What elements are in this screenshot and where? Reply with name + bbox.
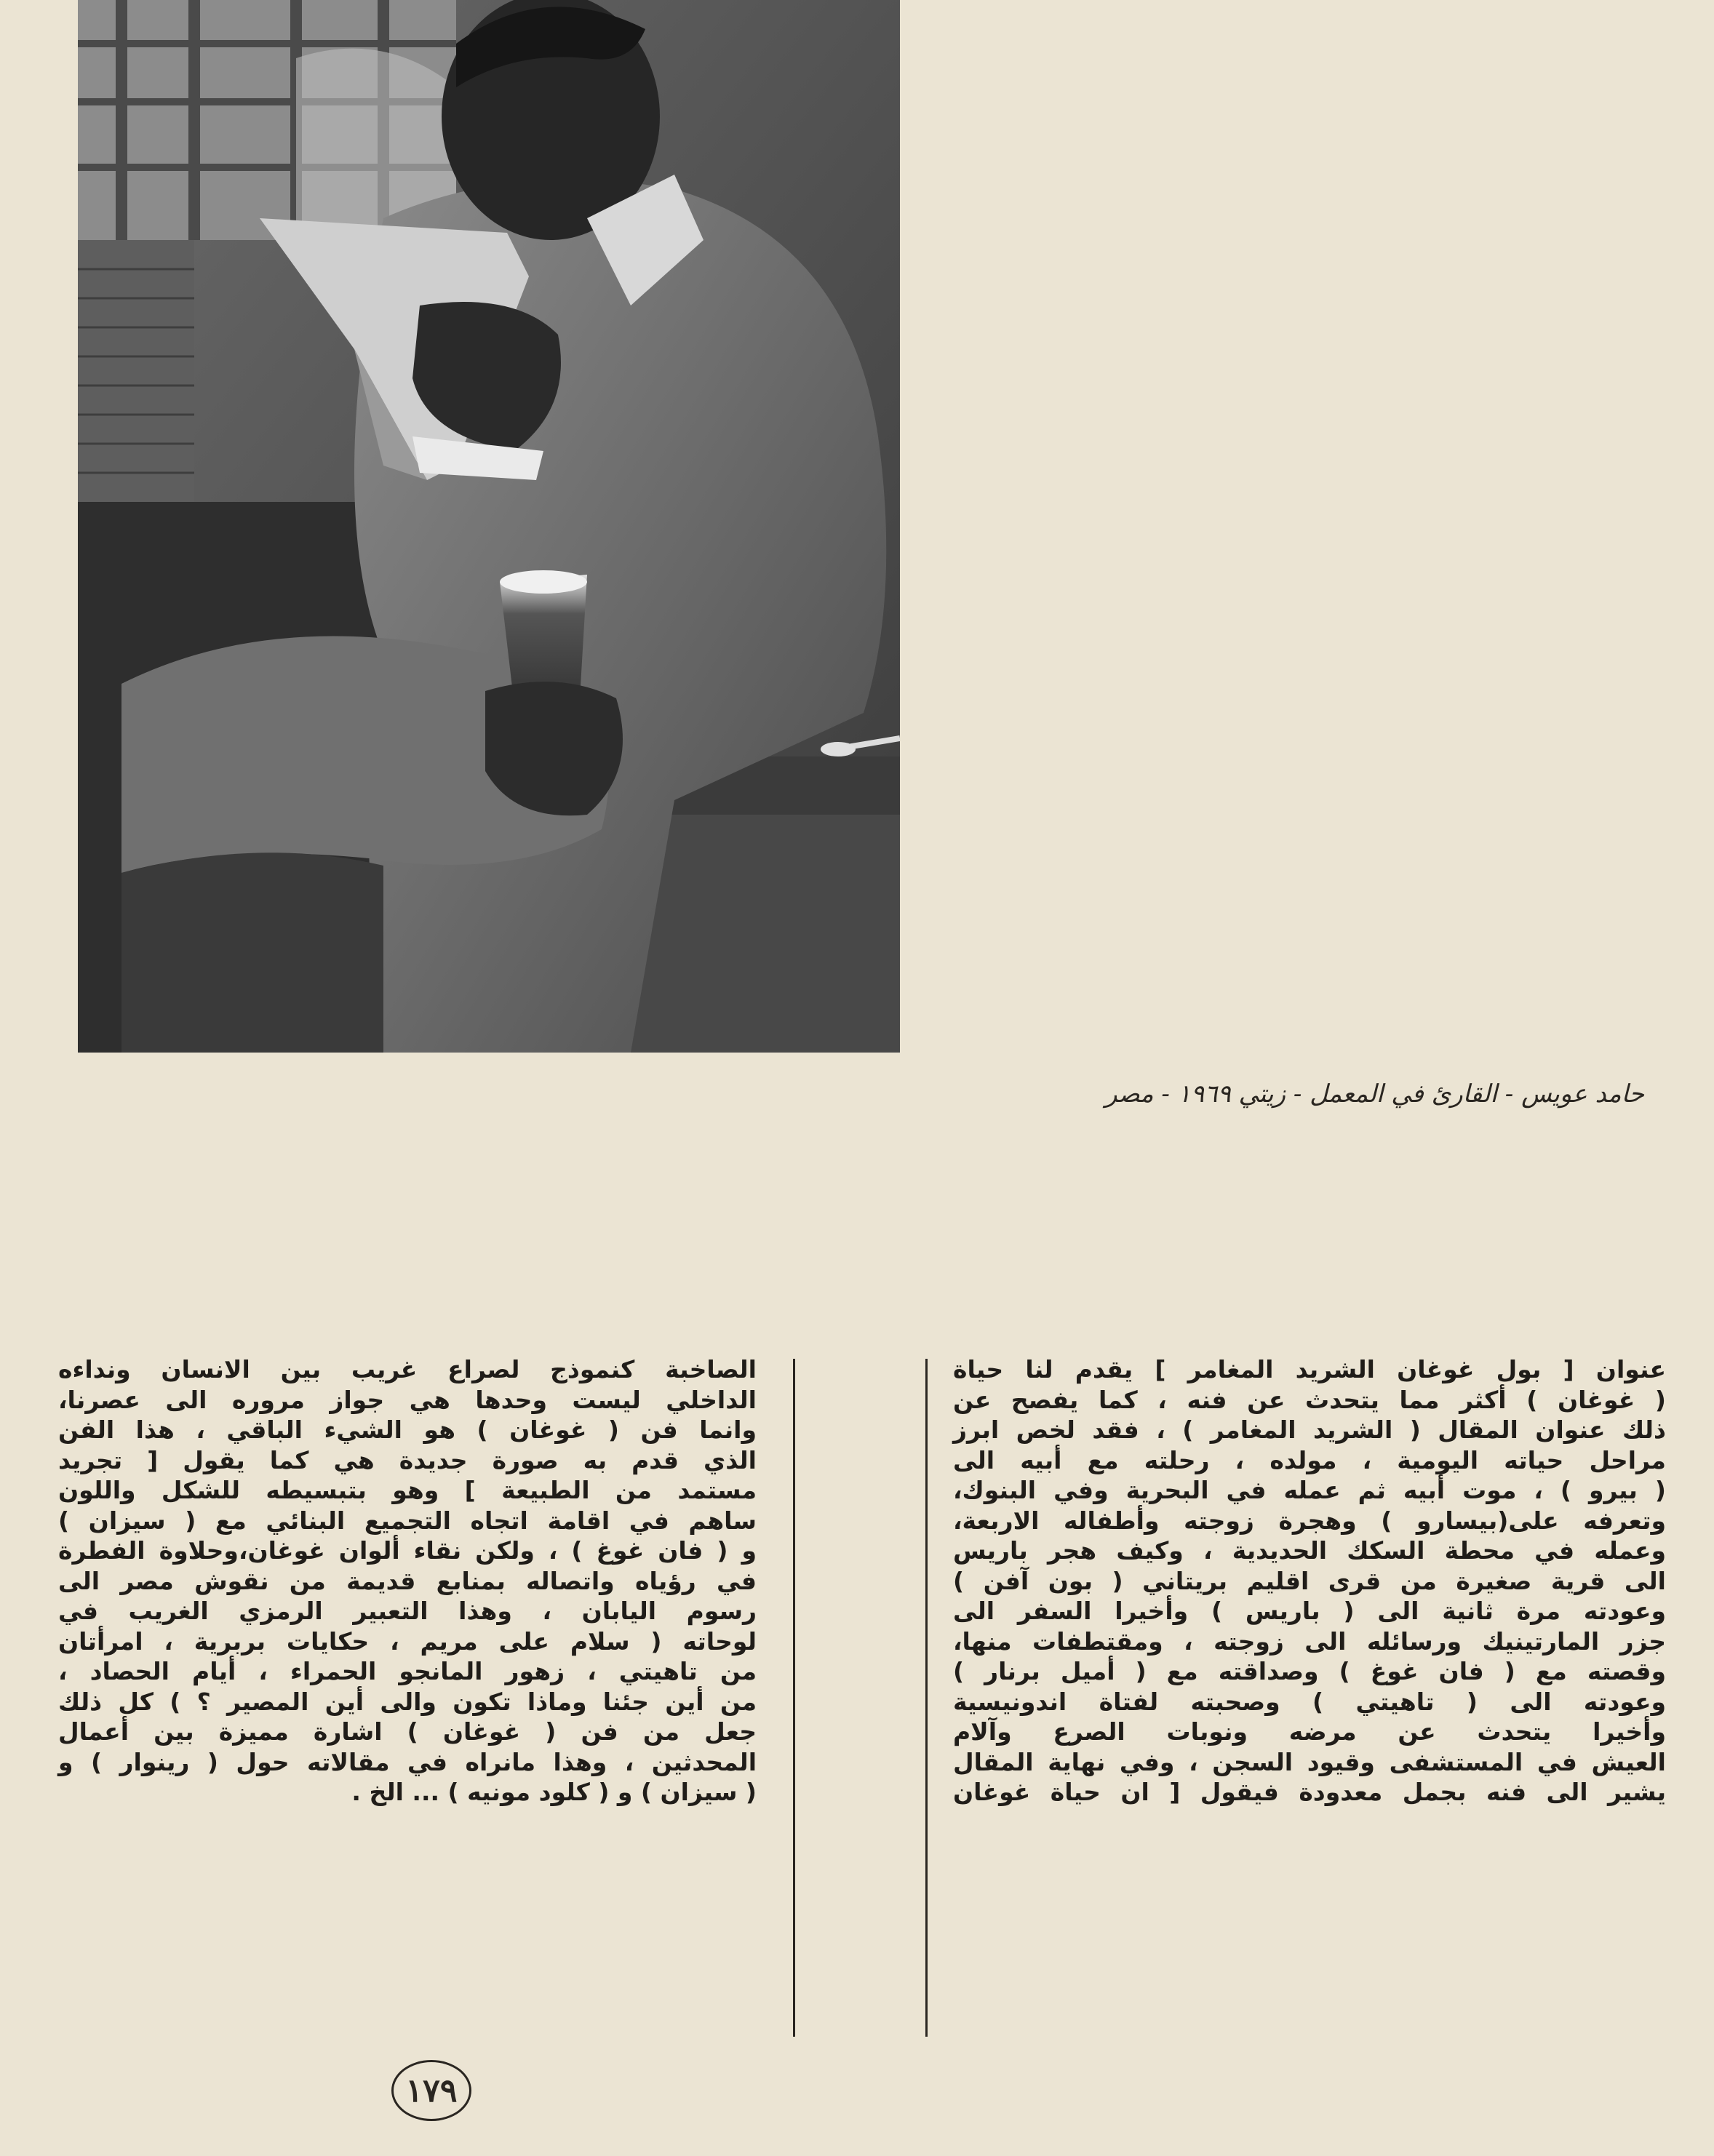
text-line: لوحاته ( سلام على مريم ، حكايات بربرية ، امرأتان <box>58 1626 757 1656</box>
painting-caption: حامد عويس - القارئ في المعمل - زيتي ١٩٦٩ - مصر <box>1105 1079 1644 1109</box>
text-line: ( غوغان ) أكثر مما يتحدث عن فنه ، كما يفصح عن <box>953 1385 1666 1414</box>
text-line: المحدثين ، وهذا مانراه في مقالاته حول ( رينوار ) و <box>58 1747 757 1776</box>
text-line: وانما فن ( غوغان ) هو الشيء الباقي ، هذا الفن <box>58 1416 757 1444</box>
text-line: من أين جئنا وماذا تكون والى أين المصير ؟ ) كل ذلك <box>58 1687 757 1716</box>
text-line: ( بيرو ) ، موت أبيه ثم عمله في البحرية وفي البنوك، <box>953 1476 1666 1504</box>
text-line: الصاخبة كنموذج لصراع غريب بين الانسان ونداءه <box>58 1355 757 1384</box>
text-line: الى قرية صغيرة من قرى اقليم بريتاني ( بون آفن ) <box>953 1566 1666 1595</box>
text-line: عنوان [ بول غوغان الشريد المغامر ] يقدم لنا حياة <box>953 1355 1666 1384</box>
painting-artwork <box>78 0 900 1053</box>
text-line: و ( فان غوغ ) ، ولكن نقاء ألوان غوغان،وحلاوة الفطرة <box>58 1536 757 1565</box>
text-line: من تاهيتي ، زهور المانجو الحمراء ، أيام الحصاد ، <box>58 1657 757 1685</box>
text-line: ( سيزان ) و ( كلود مونيه ) ... الخ . <box>351 1778 757 1806</box>
text-line: جعل من فن ( غوغان ) اشارة مميزة بين أعمال <box>58 1717 757 1746</box>
text-line: وقصته مع ( فان غوغ ) وصداقته مع ( أميل برنار ) <box>953 1657 1666 1685</box>
column-divider-left <box>793 1359 795 2037</box>
text-line: وعودته مرة ثانية الى ( باريس ) وأخيرا السفر الى <box>953 1597 1666 1625</box>
article-column-left <box>58 1354 757 1808</box>
text-line: مراحل حياته اليومية ، مولده ، رحلته مع أبيه الى <box>953 1445 1666 1474</box>
text-line: وأخيرا يتحدث عن مرضه ونوبات الصرع وآلام <box>953 1717 1666 1746</box>
text-line: وتعرفه على(بيسارو ) وهجرة زوجته وأطفاله الاربعة، <box>953 1506 1666 1535</box>
text-line: العيش في المستشفى وقيود السجن ، وفي نهاية المقال <box>953 1747 1666 1776</box>
text-line: الداخلي ليست وحدها هي جواز مروره الى عصرنا، <box>58 1385 757 1414</box>
page-number: ١٧٩ <box>391 2060 471 2121</box>
text-line: وعودته الى ( تاهيتي ) وصحبته لفتاة اندونيسية <box>953 1687 1666 1716</box>
text-line: وعمله في محطة السكك الحديدية ، وكيف هجر باريس <box>953 1536 1666 1565</box>
text-line: في رؤياه واتصاله بمنابع قديمة من نقوش مصر الى <box>58 1566 757 1595</box>
column-divider-right <box>925 1359 928 2037</box>
text-line: الذي قدم به صورة جديدة هي كما يقول [ تجريد <box>58 1445 757 1474</box>
text-line: مستمد من الطبيعة ] وهو بتبسيطه للشكل واللون <box>58 1476 757 1504</box>
text-line: جزر المارتينيك ورسائله الى زوجته ، ومقتطفات منها، <box>953 1626 1666 1656</box>
text-line: رسوم اليابان ، وهذا التعبير الرمزي الغريب في <box>58 1597 757 1625</box>
text-line: ساهم في اقامة اتجاه التجميع البنائي مع ( سيزان ) <box>58 1506 757 1535</box>
text-line: ذلك عنوان المقال ( الشريد المغامر ) ، فقد لخص ابرز <box>953 1416 1666 1444</box>
text-line: يشير الى فنه بجمل معدودة فيقول [ ان حياة غوغان <box>953 1778 1666 1806</box>
article-column-right <box>953 1354 1666 1808</box>
painting-image <box>78 0 900 1053</box>
